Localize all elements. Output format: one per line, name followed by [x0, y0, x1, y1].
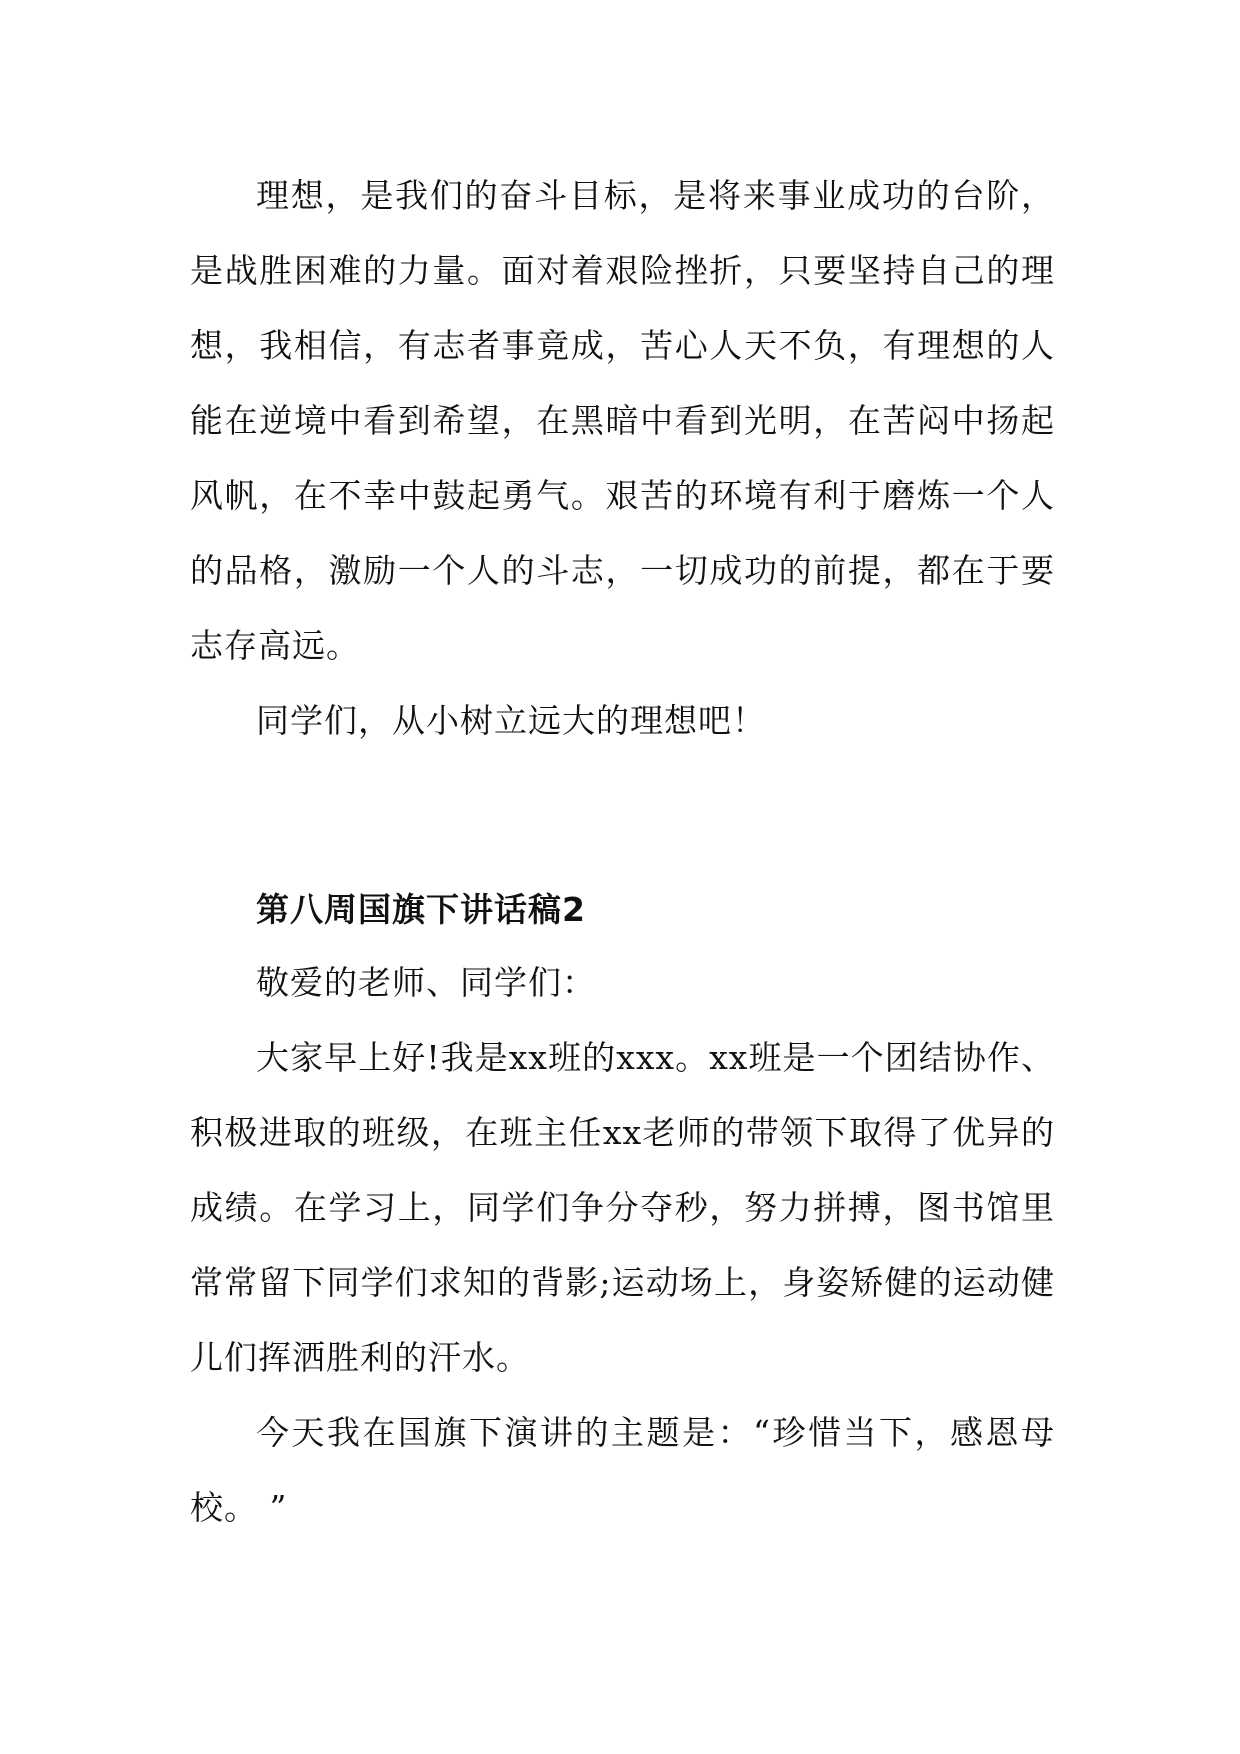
paragraph-introduction: 大家早上好!我是xx班的xxx。xx班是一个团结协作、积极进取的班级，在班主任xx老师的带领下取得了优异的成绩。在学习上，同学们争分夺秒，努力拼搏，图书馆里常常留下同学们求知的背影;运动场上，身姿矫健的运动健儿们挥洒胜利的汗水。	[190, 1038, 1055, 1377]
paragraph-speech-topic: 今天我在国旗下演讲的主题是：“珍惜当下，感恩母校。 ”	[190, 1413, 1055, 1527]
section-heading: 第八周国旗下讲话稿2	[256, 890, 586, 929]
paragraph-ideal: 理想，是我们的奋斗目标，是将来事业成功的台阶，是战胜困难的力量。面对着艰险挫折，只要坚持自己的理想，我相信，有志者事竟成，苦心人天不负，有理想的人能在逆境中看到希望，在黑暗中看到光明，在苦闷中扬起风帆，在不幸中鼓起勇气。艰苦的环境有利于磨炼一个人的品格，激励一个人的斗志，一切成功的前提，都在于要志存高远。	[190, 176, 1055, 665]
paragraph-salutation: 敬爱的老师、同学们：	[256, 963, 596, 1002]
paragraph-call-to-action: 同学们，从小树立远大的理想吧！	[256, 701, 766, 740]
